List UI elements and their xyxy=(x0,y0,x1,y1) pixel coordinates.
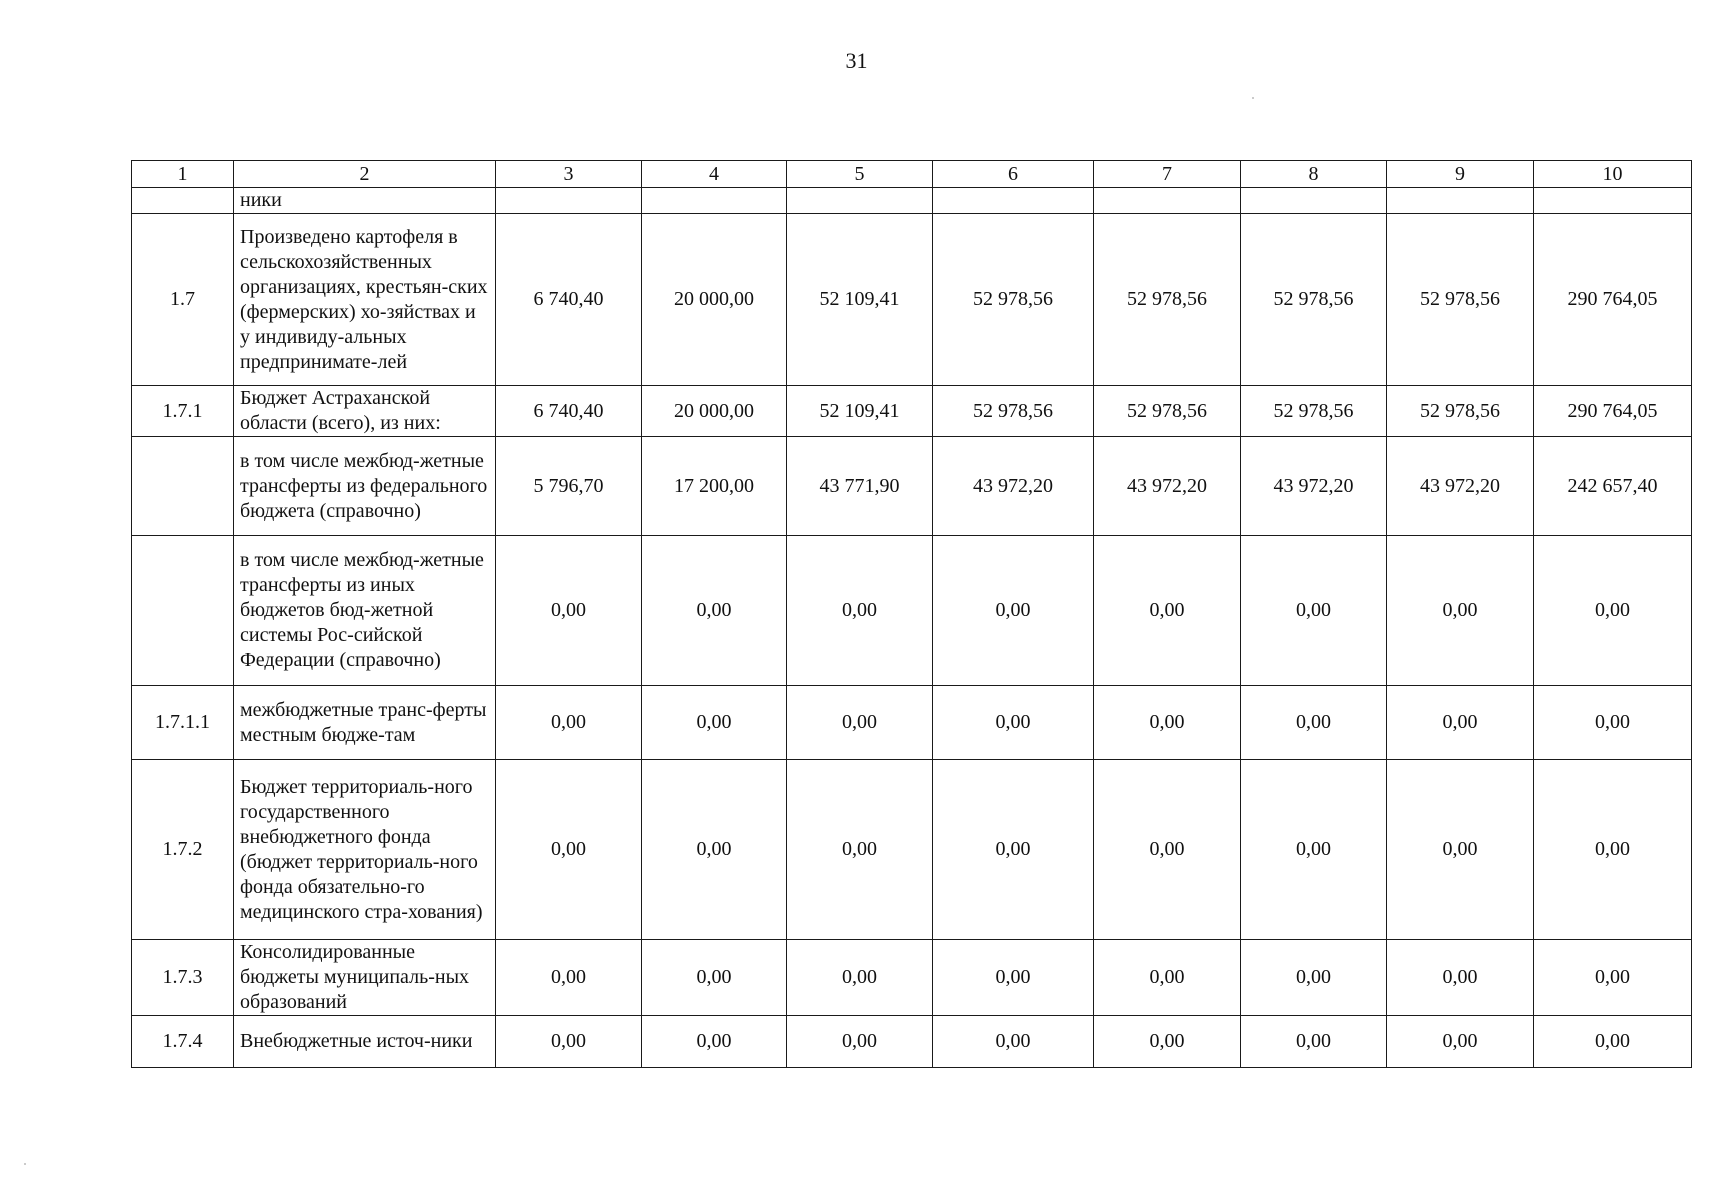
value-cell: 52 978,56 xyxy=(1094,386,1241,437)
value-cell: 0,00 xyxy=(642,536,787,686)
scan-speck xyxy=(1252,97,1254,99)
value-cell: 52 978,56 xyxy=(1387,214,1534,386)
value-cell: 0,00 xyxy=(642,760,787,940)
row-number-cell: 1.7.2 xyxy=(132,760,234,940)
table-row xyxy=(132,214,1692,386)
value-cell: 0,00 xyxy=(1534,536,1692,686)
value-cell: 0,00 xyxy=(1241,1016,1387,1068)
value-cell: 0,00 xyxy=(933,940,1094,1016)
value-cell: 0,00 xyxy=(1534,760,1692,940)
value-cell: 0,00 xyxy=(1534,686,1692,760)
row-name-cell: в том числе межбюд-жетные трансферты из иных бюджетов бюд-жетной системы Рос-сийской Федерации (справочно) xyxy=(234,536,496,686)
value-cell: 43 972,20 xyxy=(933,437,1094,536)
value-cell: 0,00 xyxy=(1387,1016,1534,1068)
value-cell: 0,00 xyxy=(1094,1016,1241,1068)
table-row xyxy=(132,686,1692,760)
page-number: 31 xyxy=(845,48,868,73)
value-cell: 0,00 xyxy=(1094,686,1241,760)
value-cell: 17 200,00 xyxy=(642,437,787,536)
value-cell: 0,00 xyxy=(787,686,933,760)
value-cell: 52 978,56 xyxy=(1094,214,1241,386)
table-row xyxy=(132,188,1692,214)
value-cell: 0,00 xyxy=(642,686,787,760)
table-row xyxy=(132,1016,1692,1068)
row-number-cell: 1.7 xyxy=(132,214,234,386)
row-name-cell: Бюджет территориаль-ного государственного внебюджетного фонда (бюджет территориаль-ного фонда обязательно-го медицинского стра-хования) xyxy=(234,760,496,940)
value-cell xyxy=(933,188,1094,214)
value-cell: 52 978,56 xyxy=(933,214,1094,386)
value-cell xyxy=(787,188,933,214)
row-number-cell: 1.7.1.1 xyxy=(132,686,234,760)
value-cell: 43 771,90 xyxy=(787,437,933,536)
value-cell xyxy=(1387,188,1534,214)
value-cell xyxy=(642,188,787,214)
column-number-header: 4 xyxy=(642,161,787,188)
value-cell xyxy=(1534,188,1692,214)
value-cell: 6 740,40 xyxy=(496,386,642,437)
value-cell: 5 796,70 xyxy=(496,437,642,536)
value-cell: 290 764,05 xyxy=(1534,386,1692,437)
value-cell: 0,00 xyxy=(496,686,642,760)
column-number-header: 5 xyxy=(787,161,933,188)
value-cell: 6 740,40 xyxy=(496,214,642,386)
value-cell: 0,00 xyxy=(1534,940,1692,1016)
value-cell: 0,00 xyxy=(787,1016,933,1068)
value-cell xyxy=(1094,188,1241,214)
row-name-cell: ники xyxy=(234,188,496,214)
value-cell: 0,00 xyxy=(933,1016,1094,1068)
table-row xyxy=(132,760,1692,940)
value-cell: 0,00 xyxy=(1387,940,1534,1016)
value-cell: 20 000,00 xyxy=(642,214,787,386)
value-cell: 52 978,56 xyxy=(1241,386,1387,437)
value-cell: 0,00 xyxy=(787,940,933,1016)
column-number-header: 7 xyxy=(1094,161,1241,188)
value-cell: 242 657,40 xyxy=(1534,437,1692,536)
value-cell: 0,00 xyxy=(1094,536,1241,686)
value-cell xyxy=(1241,188,1387,214)
row-name-cell: Произведено картофеля в сельскохозяйственных организациях, крестьян-ских (фермерских) хо-зяйствах и у индивиду-альных предпринимате-лей xyxy=(234,214,496,386)
column-number-header: 9 xyxy=(1387,161,1534,188)
value-cell: 0,00 xyxy=(496,1016,642,1068)
value-cell: 52 109,41 xyxy=(787,386,933,437)
value-cell: 52 978,56 xyxy=(1241,214,1387,386)
row-number-cell: 1.7.4 xyxy=(132,1016,234,1068)
row-number-cell: 1.7.3 xyxy=(132,940,234,1016)
row-name-cell: Бюджет Астраханской области (всего), из них: xyxy=(234,386,496,437)
column-number-header: 2 xyxy=(234,161,496,188)
table-row xyxy=(132,437,1692,536)
column-number-header: 1 xyxy=(132,161,234,188)
scan-speck xyxy=(24,1163,26,1165)
row-number-cell xyxy=(132,188,234,214)
row-name-cell: Внебюджетные источ-ники xyxy=(234,1016,496,1068)
value-cell: 0,00 xyxy=(1387,760,1534,940)
value-cell: 0,00 xyxy=(1387,536,1534,686)
value-cell: 0,00 xyxy=(496,536,642,686)
column-number-header: 10 xyxy=(1534,161,1692,188)
value-cell: 0,00 xyxy=(1241,536,1387,686)
value-cell: 52 978,56 xyxy=(933,386,1094,437)
value-cell: 0,00 xyxy=(1241,760,1387,940)
table-row xyxy=(132,536,1692,686)
row-number-cell xyxy=(132,536,234,686)
value-cell: 0,00 xyxy=(933,536,1094,686)
budget-table xyxy=(131,160,1692,1068)
row-name-cell: межбюджетные транс-ферты местным бюдже-там xyxy=(234,686,496,760)
value-cell: 0,00 xyxy=(1387,686,1534,760)
value-cell: 0,00 xyxy=(642,1016,787,1068)
value-cell: 43 972,20 xyxy=(1241,437,1387,536)
value-cell: 52 109,41 xyxy=(787,214,933,386)
row-name-cell: Консолидированные бюджеты муниципаль-ных образований xyxy=(234,940,496,1016)
value-cell: 0,00 xyxy=(642,940,787,1016)
column-number-header: 8 xyxy=(1241,161,1387,188)
value-cell: 52 978,56 xyxy=(1387,386,1534,437)
value-cell: 0,00 xyxy=(496,940,642,1016)
column-number-header: 6 xyxy=(933,161,1094,188)
table-body xyxy=(132,188,1692,1068)
value-cell xyxy=(496,188,642,214)
column-number-row xyxy=(132,161,1692,188)
value-cell: 0,00 xyxy=(787,760,933,940)
value-cell: 0,00 xyxy=(496,760,642,940)
value-cell: 0,00 xyxy=(1241,686,1387,760)
column-number-header: 3 xyxy=(496,161,642,188)
value-cell: 0,00 xyxy=(933,760,1094,940)
value-cell: 0,00 xyxy=(1094,760,1241,940)
value-cell: 0,00 xyxy=(787,536,933,686)
value-cell: 43 972,20 xyxy=(1387,437,1534,536)
value-cell: 43 972,20 xyxy=(1094,437,1241,536)
value-cell: 0,00 xyxy=(1094,940,1241,1016)
row-number-cell xyxy=(132,437,234,536)
row-number-cell: 1.7.1 xyxy=(132,386,234,437)
value-cell: 0,00 xyxy=(1241,940,1387,1016)
value-cell: 20 000,00 xyxy=(642,386,787,437)
row-name-cell: в том числе межбюд-жетные трансферты из федерального бюджета (справочно) xyxy=(234,437,496,536)
value-cell: 0,00 xyxy=(933,686,1094,760)
value-cell: 0,00 xyxy=(1534,1016,1692,1068)
value-cell: 290 764,05 xyxy=(1534,214,1692,386)
table-row xyxy=(132,386,1692,437)
table-row xyxy=(132,940,1692,1016)
